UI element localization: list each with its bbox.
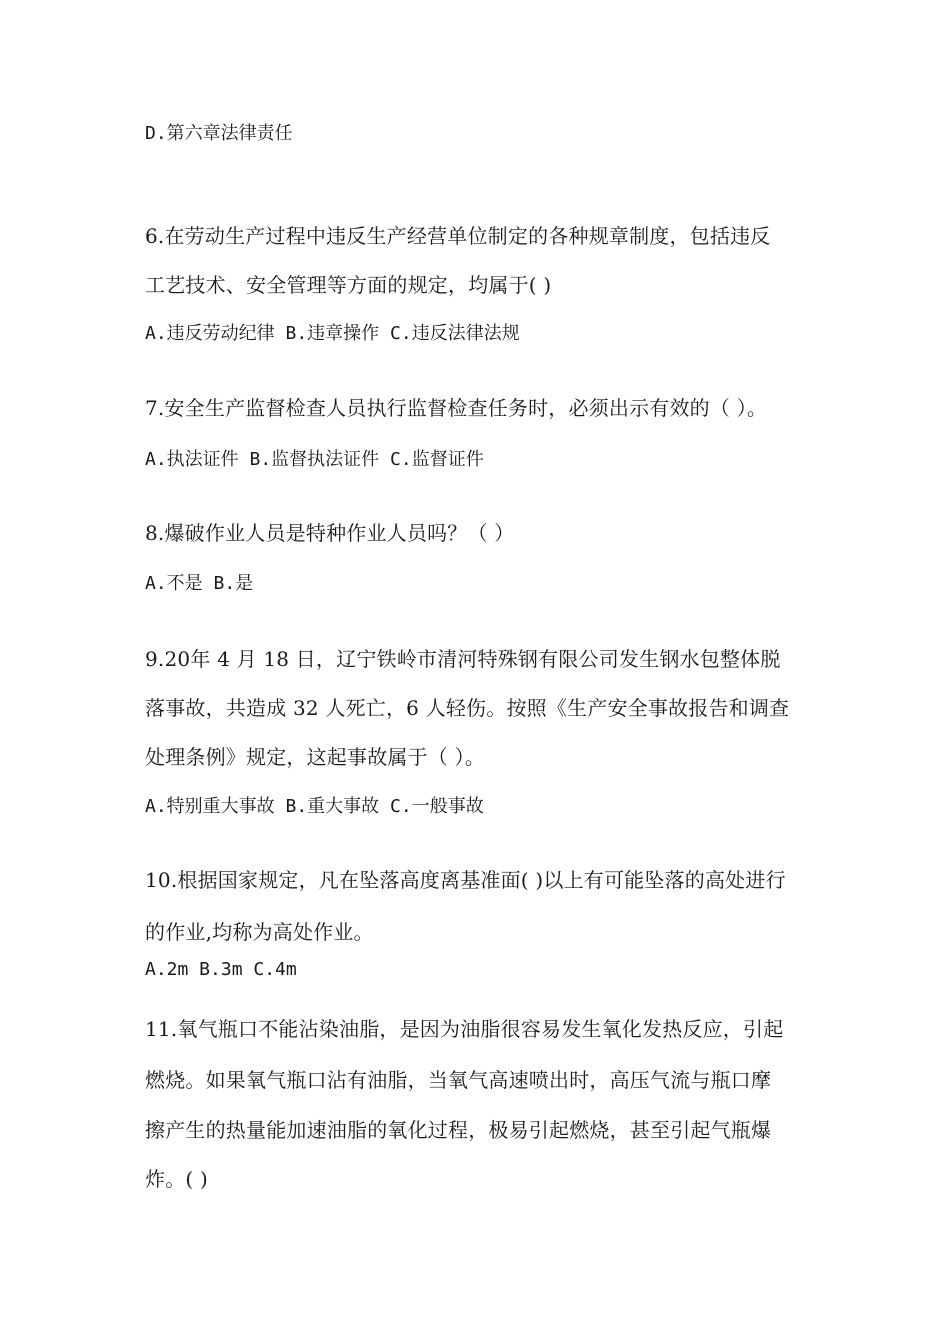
question-9-line-3: 处理条例》规定，这起事故属于（ ）。 <box>145 745 485 769</box>
question-6-line-1: 6.在劳动生产过程中违反生产经营单位制定的各种规章制度，包括违反 <box>145 224 771 248</box>
question-11-line-4: 炸。( ) <box>145 1167 208 1191</box>
question-6-options: A.违反劳动纪律 B.违章操作 C.违反法律法规 <box>145 323 520 344</box>
question-11-line-1: 11.氧气瓶口不能沾染油脂，是因为油脂很容易发生氧化发热反应，引起 <box>145 1017 784 1041</box>
question-6-line-2: 工艺技术、安全管理等方面的规定，均属于( ) <box>145 273 552 297</box>
question-9-options: A.特别重大事故 B.重大事故 C.一般事故 <box>145 796 484 817</box>
question-11-line-3: 擦产生的热量能加速油脂的氧化过程，极易引起燃烧，甚至引起气瓶爆 <box>145 1118 772 1142</box>
question-9-line-2: 落事故，共造成 32 人死亡，6 人轻伤。按照《生产安全事故报告和调查 <box>145 696 790 720</box>
question-7-line-1: 7.安全生产监督检查人员执行监督检查任务时，必须出示有效的（ ）。 <box>145 396 768 420</box>
question-7-options: A.执法证件 B.监督执法证件 C.监督证件 <box>145 449 484 470</box>
question-8-options: A.不是 B.是 <box>145 573 254 594</box>
question-10-options: A.2m B.3m C.4m <box>145 959 297 980</box>
question-9-line-1: 9.20年 4 月 18 日，辽宁铁岭市清河特殊钢有限公司发生钢水包整体脱 <box>145 647 781 671</box>
question-10-line-2: 的作业,均称为高处作业。 <box>145 920 374 944</box>
question-11-line-2: 燃烧。如果氧气瓶口沾有油脂，当氧气高速喷出时，高压气流与瓶口摩 <box>145 1068 772 1092</box>
question-8-line-1: 8.爆破作业人员是特种作业人员吗？（ ） <box>145 521 515 545</box>
question-10-line-1: 10.根据国家规定，凡在坠落高度离基准面( )以上有可能坠落的高处进行 <box>145 868 786 892</box>
option-line-q5-d: D.第六章法律责任 <box>145 123 293 144</box>
